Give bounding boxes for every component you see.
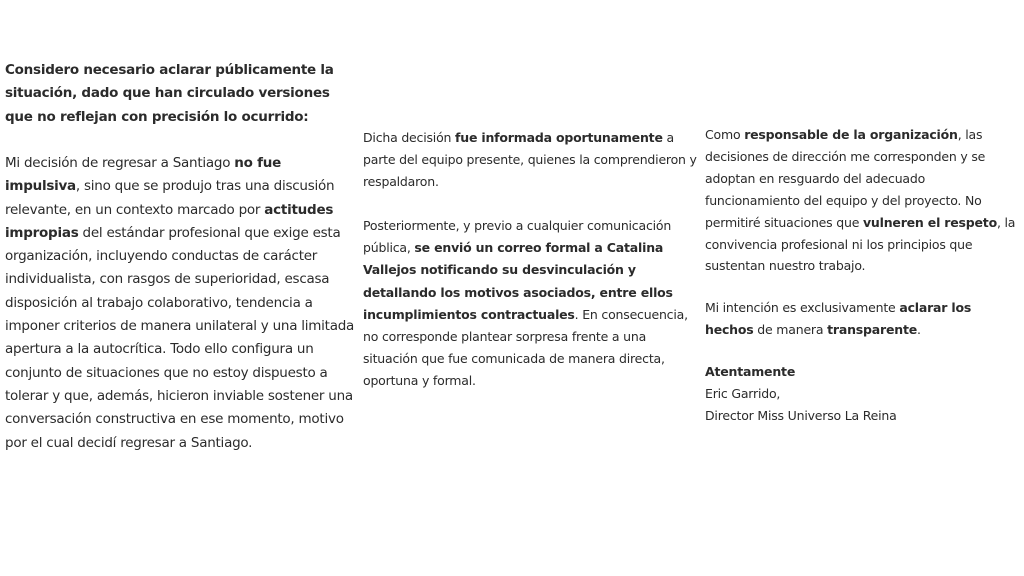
signature-title: Director Miss Universo La Reina	[705, 407, 897, 423]
text-span: Dicha decisión	[363, 130, 456, 145]
bold-span: transparente	[827, 321, 918, 337]
bold-span: se envió un correo formal a Catalina Vallejos notificando su desvinculación y detallando los motivos asociados, entre ellos incumplimientos contractuales	[363, 240, 673, 322]
bold-span: aclarar los hechos	[705, 300, 972, 337]
text-span: a parte del equipo presente, quienes la comprendieron y respaldaron.	[363, 130, 697, 190]
signature-name: Eric Garrido,	[705, 385, 781, 401]
text-span: Mi decisión de regresar a Santiago	[5, 155, 235, 171]
bold-span: responsable de la organización	[744, 127, 958, 142]
bold-span: no fue impulsiva	[5, 155, 282, 195]
email-paragraph	[363, 215, 703, 393]
intro-paragraph	[5, 59, 355, 129]
signature-closing: Atentamente	[705, 364, 796, 379]
bold-span: fue informada oportunamente	[455, 130, 663, 145]
text-span: Posteriormente, y previo a cualquier comunicación pública,	[363, 218, 672, 256]
bold-span: vulneren el respeto	[862, 214, 997, 230]
text-span: del estándar profesional que exige esta organización, incluyendo conductas de carácter individualista, con rasgos de superioridad, escasa disposición al trabajo colaborativo, tendencia a imponer criterios de manera unilateral y una limitada apertura a la autocrítica. Todo ello configura un conjunto de situaciones que no estoy dispuesto a tolerar y que, además, hicieron inviable sostener una conversación constructiva en ese momento, motivo por el cual decidí regresar a Santiago.	[5, 224, 355, 451]
decision-paragraph	[5, 152, 355, 455]
text-span: Como	[705, 127, 745, 142]
intention-paragraph	[705, 297, 1023, 341]
text-span: . En consecuencia, no corresponde plantear sorpresa frente a una situación que fue comunicada de manera directa, oportuna y formal.	[363, 306, 688, 389]
text-span: , sino que se produjo tras una discusión relevante, en un contexto marcado por	[5, 178, 335, 218]
text-span: , las decisiones de dirección me corresponden y se adoptan en resguardo del adecuado funcionamiento del equipo y del proyecto. No permitiré situaciones que	[705, 127, 986, 230]
text-span: de manera	[753, 321, 828, 337]
text-span: , la convivencia profesional ni los principios que sustentan nuestro trabajo.	[705, 214, 1016, 274]
signature-block	[705, 361, 1023, 427]
bold-span: actitudes impropias	[5, 201, 334, 241]
intro-bold-text: Considero necesario aclarar públicamente la situación, dado que han circulado versiones que no reflejan con precisión lo ocurrido:	[5, 62, 334, 125]
informed-paragraph	[363, 127, 703, 194]
responsibility-paragraph	[705, 124, 1023, 277]
text-span: .	[917, 321, 921, 337]
text-span: Mi intención es exclusivamente	[705, 300, 900, 315]
